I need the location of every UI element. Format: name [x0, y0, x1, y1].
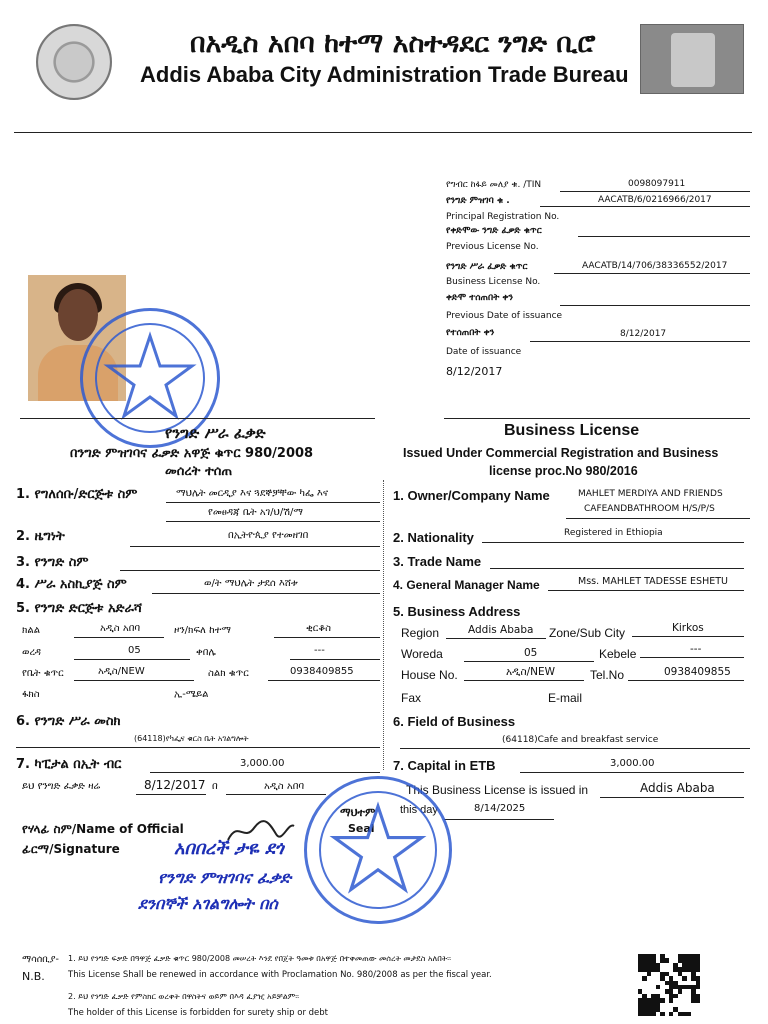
left-region-label: ክልል — [22, 625, 41, 636]
title-am-sub2: መሰረት ተሰጠ — [165, 464, 233, 479]
left-f2-val: በኢትዮጲያ የተመዘገበ — [228, 530, 309, 541]
lic-label-am: የንግድ ሥራ ፈቃድ ቁጥር — [446, 262, 528, 272]
official-stamp-bottom — [304, 776, 452, 924]
right-woreda-label: Woreda — [401, 647, 443, 661]
date-label-am: የተሰጠበት ቀን — [446, 328, 495, 338]
right-region-label: Region — [401, 626, 440, 640]
official-sig-line3: ደንበኞች አገልግሎት በሰ — [138, 894, 278, 913]
left-f1-label: 1. የግለሰቡ/ድርጅቱ ስም — [16, 487, 138, 502]
right-f6-label: 6. Field of Business — [393, 714, 516, 729]
header-title-english: Addis Ababa City Administration Trade Bureau — [140, 62, 629, 87]
seal-label-am: ማህተም — [340, 806, 376, 819]
right-kebele-val: --- — [690, 643, 702, 655]
right-house-val: አዲስ/NEW — [506, 666, 556, 678]
emblem-left — [36, 24, 112, 100]
date-value-2: 8/12/2017 — [446, 365, 503, 378]
right-house-label: House No. — [401, 668, 458, 682]
left-house-val: አዲስ/NEW — [98, 666, 145, 677]
official-sig-line1: አበበረች ታዬ ደጎ — [174, 838, 284, 859]
right-subcity-val: Kirkos — [672, 622, 704, 634]
left-f1-val2: የመፀዳጃ ቤት አገ/ህ/ሽ/ማ — [208, 507, 303, 518]
column-separator — [383, 480, 384, 770]
right-issued-in-label: This Business License is issued in — [406, 783, 589, 797]
left-kebele-val: --- — [314, 645, 325, 656]
nb-am: ማሳሰቢያ- — [22, 954, 59, 965]
right-fax-label: Fax — [401, 691, 422, 705]
emblem-right — [640, 24, 744, 94]
prev-label-en: Previous License No. — [446, 242, 539, 252]
right-kebele-label: Kebele — [599, 647, 637, 661]
tin-value: 0098097911 — [628, 179, 686, 189]
left-subcity-label: ዞን/ክፍለ ከተማ — [174, 625, 231, 636]
title-am: የንግድ ሥራ ፈቃድ — [165, 424, 266, 442]
lic-label-en: Business License No. — [446, 277, 541, 287]
title-en-sub1: Issued Under Commercial Registration and Business — [403, 446, 719, 460]
date-value: 8/12/2017 — [620, 329, 667, 339]
right-f1-val2: CAFEANDBATHROOM H/S/P/S — [584, 504, 715, 514]
title-en-sub2: license proc.No 980/2016 — [489, 464, 638, 478]
reg-label-en: Principal Registration No. — [446, 212, 560, 222]
right-email-label: E-mail — [548, 691, 583, 705]
right-f4-label: 4. General Manager Name — [393, 578, 540, 592]
nb-en: N.B. — [22, 970, 45, 983]
left-woreda-label: ወረዳ — [22, 647, 41, 658]
note1-en: This License Shall be renewed in accordance with Proclamation No. 980/2008 as per the fiscal year. — [68, 970, 492, 980]
left-f5-label: 5. የንግድ ድርጅቱ አድራሻ — [16, 601, 143, 616]
right-tel-label: Tel.No — [590, 668, 625, 682]
note1-am: 1. ይህ የንግድ ፍቃድ በዓዋጅ ፈቃድ ቁጥር 980/2008 መሠረት እንደ የበጀት ዓመቱ በአዋጅ በተቀመጠው መሰረት መታደስ አለበት፡፡ — [68, 954, 451, 963]
note2-en: The holder of this License is forbidden for surety ship or debt — [68, 1008, 329, 1018]
official-sig-label: ፊርማ/Signature — [22, 842, 120, 856]
right-f5-label: 5. Business Address — [393, 604, 521, 619]
right-f4-val: Mss. MAHLET TADESSE ESHETU — [578, 576, 728, 587]
header-title-amharic: በአዲስ አበባ ከተማ አስተዳደር ንግድ ቢሮ — [190, 28, 596, 59]
left-f7-val: 3,000.00 — [240, 758, 285, 769]
left-f1-val1: ማህሌት መርዲያ እና ጓደኞቻቸው ካፌ እና — [176, 488, 329, 499]
left-region-val: አዲስ አበባ — [100, 623, 141, 634]
left-tel-val: 0938409855 — [290, 666, 354, 677]
reg-label-am: የንግድ ምዝገባ ቁ . — [446, 196, 510, 206]
left-house-label: የቤት ቁጥር — [22, 668, 64, 679]
left-f6-label: 6. የንግድ ሥራ መስክ — [16, 714, 121, 729]
left-kebele-label: ቀበሌ — [196, 647, 216, 658]
left-tel-label: ስልክ ቁጥር — [208, 668, 249, 679]
tin-label: የግብር ከፋይ መለያ ቁ. /TIN — [446, 180, 542, 190]
prev-date-label-am: ቀድሞ ተሰጠበት ቀን — [446, 293, 514, 303]
left-f4-label: 4. ሥራ አስኪያጅ ስም — [16, 577, 127, 592]
official-sig-line2: የንግድ ምዝገባና ፈቃድ — [158, 868, 292, 887]
lic-value: AACATB/14/706/38336552/2017 — [582, 261, 728, 271]
left-fax-label: ፋክስ — [22, 689, 40, 700]
right-issued-in-val: Addis Ababa — [640, 781, 715, 795]
qr-code — [638, 954, 700, 1016]
title-am-sub1: በንግድ ምዝገባና ፈቃድ አዋጅ ቁጥር 980/2008 — [70, 446, 314, 461]
official-name-label: የሃላፊ ስም/Name of Official — [22, 822, 184, 836]
right-tel-val: 0938409855 — [664, 666, 731, 678]
right-subcity-label: Zone/Sub City — [549, 626, 626, 640]
left-f6-val: (64118)የካፌና ቁርስ ቤት አገልግሎት — [134, 734, 249, 743]
right-f2-val: Registered in Ethiopia — [564, 528, 663, 538]
prev-date-label-en: Previous Date of issuance — [446, 311, 563, 321]
right-woreda-val: 05 — [524, 647, 538, 659]
seal-label-en: Seal — [348, 822, 375, 835]
left-renew-place: አዲስ አበባ — [264, 781, 305, 792]
left-f7-label: 7. ካፒታል በኢት ብር — [16, 757, 122, 772]
right-region-val: Addis Ababa — [468, 624, 534, 636]
right-this-day: this day — [400, 804, 438, 816]
right-issued-date: 8/14/2025 — [474, 803, 526, 814]
prev-label-am: የቀድሞው ንግድ ፈቃድ ቁጥር — [446, 226, 542, 236]
right-f2-label: 2. Nationality — [393, 530, 474, 545]
left-f4-val: ወ/ት ማህሌት ታደሰ እሸቱ — [204, 578, 298, 589]
reg-value: AACATB/6/0216966/2017 — [598, 195, 712, 205]
left-renew-label: ይህ የንግድ ፈቃድ ዛሬ — [22, 781, 101, 792]
left-woreda-val: 05 — [128, 645, 141, 656]
right-f1-label: 1. Owner/Company Name — [393, 488, 550, 503]
right-f3-label: 3. Trade Name — [393, 554, 482, 569]
note2-am: 2. ይህ የንግድ ፈቃድ የምስክር ወረቀት በዋስትና ወይም በእዳ ፈያዢ አይቻልም፡፡ — [68, 992, 300, 1001]
left-renew-date: 8/12/2017 — [144, 778, 206, 792]
left-renew-in: በ — [212, 781, 218, 792]
left-subcity-val: ቂርቆስ — [306, 623, 332, 634]
right-f7-label: 7. Capital in ETB — [393, 758, 496, 773]
right-f6-val: (64118)Cafe and breakfast service — [502, 735, 659, 745]
title-en: Business License — [504, 422, 640, 439]
date-label-en: Date of issuance — [446, 347, 522, 357]
right-f1-val1: MAHLET MERDIYA AND FRIENDS — [578, 489, 723, 499]
right-f7-val: 3,000.00 — [610, 758, 655, 769]
header-divider — [14, 132, 752, 133]
left-f3-label: 3. የንግድ ስም — [16, 555, 89, 570]
left-email-label: ኢ-ሜይል — [174, 689, 209, 700]
left-f2-label: 2. ዜግነት — [16, 529, 65, 544]
